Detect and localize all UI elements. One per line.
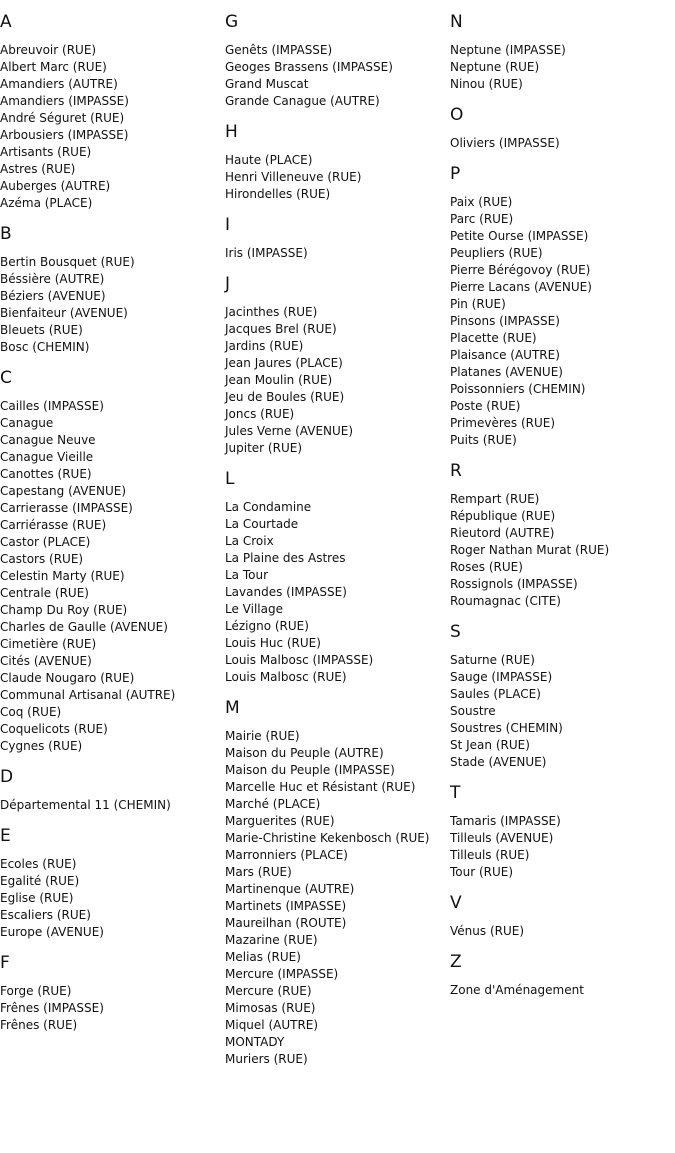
street-link[interactable]: Paix (RUE) xyxy=(450,195,513,209)
letter-section-r xyxy=(450,461,674,610)
street-list xyxy=(450,923,674,940)
street-list xyxy=(450,42,674,93)
letter-heading: G xyxy=(225,12,239,32)
letter-heading: T xyxy=(450,783,461,803)
street-link[interactable]: Stade (AVENUE) xyxy=(450,755,547,769)
street-link[interactable]: Jules Verne (AVENUE) xyxy=(225,424,354,438)
street-link[interactable]: Europe (AVENUE) xyxy=(0,925,104,939)
street-link[interactable]: Castor (PLACE) xyxy=(0,535,91,549)
street-list xyxy=(0,254,224,356)
street-link[interactable]: La Condamine xyxy=(225,500,312,514)
street-link[interactable]: Pin (RUE) xyxy=(450,297,506,311)
street-link[interactable]: Cimetière (RUE) xyxy=(0,637,97,651)
street-list xyxy=(450,135,674,152)
street-link[interactable]: Le Village xyxy=(225,602,283,616)
street-link[interactable]: Pinsons (IMPASSE) xyxy=(450,314,560,328)
street-link[interactable]: Louis Malbosc (IMPASSE) xyxy=(225,653,374,667)
letter-section-m xyxy=(225,698,449,1068)
street-list xyxy=(450,194,674,449)
street-link[interactable]: Muriers (RUE) xyxy=(225,1052,308,1066)
street-link[interactable]: Marguerites (RUE) xyxy=(225,814,335,828)
street-list xyxy=(0,42,224,212)
street-list xyxy=(225,728,449,1068)
letter-section-z xyxy=(450,952,674,999)
letter-section-t xyxy=(450,783,674,881)
street-link[interactable]: Bosc (CHEMIN) xyxy=(0,340,90,354)
street-link[interactable]: Coq (RUE) xyxy=(0,705,62,719)
street-list xyxy=(0,797,224,814)
street-link[interactable]: République (RUE) xyxy=(450,509,556,523)
letter-heading: M xyxy=(225,698,240,718)
letter-heading: O xyxy=(450,105,464,125)
street-link[interactable]: La Tour xyxy=(225,568,269,582)
letter-heading: J xyxy=(225,274,231,294)
street-link[interactable]: Frênes (IMPASSE) xyxy=(0,1001,104,1015)
street-link[interactable]: Soustre xyxy=(450,704,496,718)
street-link[interactable]: La Courtade xyxy=(225,517,299,531)
street-link[interactable]: Cités (AVENUE) xyxy=(0,654,92,668)
street-column-1 xyxy=(0,0,224,1034)
street-link[interactable]: Marcelle Huc et Résistant (RUE) xyxy=(225,780,416,794)
street-list xyxy=(450,491,674,610)
street-link[interactable]: Albert Marc (RUE) xyxy=(0,60,107,74)
street-link[interactable]: Béziers (AVENUE) xyxy=(0,289,106,303)
letter-section-n xyxy=(450,12,674,93)
street-link[interactable]: Lavandes (IMPASSE) xyxy=(225,585,347,599)
letter-section-i xyxy=(225,215,449,262)
street-link[interactable]: Jacinthes (RUE) xyxy=(225,305,318,319)
street-link[interactable]: Mazarine (RUE) xyxy=(225,933,318,947)
letter-section-d xyxy=(0,767,224,814)
street-link[interactable]: Haute (PLACE) xyxy=(225,153,313,167)
street-link[interactable]: Mimosas (RUE) xyxy=(225,1001,316,1015)
street-link[interactable]: Canague Vieille xyxy=(0,450,94,464)
street-link[interactable]: Soustres (CHEMIN) xyxy=(450,721,563,735)
letter-heading: V xyxy=(450,893,462,913)
street-link[interactable]: Astres (RUE) xyxy=(0,162,76,176)
street-link[interactable]: Canottes (RUE) xyxy=(0,467,92,481)
street-list xyxy=(450,652,674,771)
street-link[interactable]: Abreuvoir (RUE) xyxy=(0,43,97,57)
street-link[interactable]: Champ Du Roy (RUE) xyxy=(0,603,128,617)
street-list xyxy=(225,42,449,110)
street-link[interactable]: Egalité (RUE) xyxy=(0,874,80,888)
street-link[interactable]: Communal Artisanal (AUTRE) xyxy=(0,688,176,702)
letter-heading: E xyxy=(0,826,11,846)
street-link[interactable]: Béssière (AUTRE) xyxy=(0,272,105,286)
street-link[interactable]: Saules (PLACE) xyxy=(450,687,541,701)
letter-section-l xyxy=(225,469,449,686)
street-link[interactable]: Roger Nathan Murat (RUE) xyxy=(450,543,610,557)
letter-section-v xyxy=(450,893,674,940)
street-link[interactable]: Bleuets (RUE) xyxy=(0,323,83,337)
street-link[interactable]: Départemental 11 (CHEMIN) xyxy=(0,798,171,812)
letter-heading: F xyxy=(0,953,10,973)
street-link[interactable]: Carriérasse (RUE) xyxy=(0,518,107,532)
street-list xyxy=(225,499,449,686)
street-list xyxy=(0,856,224,941)
street-link[interactable]: Vénus (RUE) xyxy=(450,924,525,938)
street-list xyxy=(225,304,449,457)
street-link[interactable]: Jeu de Boules (RUE) xyxy=(225,390,345,404)
street-link[interactable]: André Séguret (RUE) xyxy=(0,111,125,125)
street-link[interactable]: Tamaris (IMPASSE) xyxy=(450,814,561,828)
street-link[interactable]: Poste (RUE) xyxy=(450,399,521,413)
street-link[interactable]: Roses (RUE) xyxy=(450,560,523,574)
street-link[interactable]: Jardins (RUE) xyxy=(225,339,304,353)
street-column-2 xyxy=(225,0,449,1068)
street-link[interactable]: Celestin Marty (RUE) xyxy=(0,569,125,583)
letter-section-e xyxy=(0,826,224,941)
street-link[interactable]: Melias (RUE) xyxy=(225,950,301,964)
street-link[interactable]: Maison du Peuple (IMPASSE) xyxy=(225,763,395,777)
street-link[interactable]: Mercure (RUE) xyxy=(225,984,312,998)
letter-heading: C xyxy=(0,368,12,388)
street-link[interactable]: Rieutord (AUTRE) xyxy=(450,526,555,540)
street-link[interactable]: Louis Malbosc (RUE) xyxy=(225,670,347,684)
street-link[interactable]: Grand Muscat xyxy=(225,77,309,91)
street-link[interactable]: Peupliers (RUE) xyxy=(450,246,543,260)
street-link[interactable]: Puits (RUE) xyxy=(450,433,517,447)
street-link[interactable]: Azéma (PLACE) xyxy=(0,196,93,210)
street-link[interactable]: Sauge (IMPASSE) xyxy=(450,670,553,684)
street-link[interactable]: Carrierasse (IMPASSE) xyxy=(0,501,133,515)
street-link[interactable]: Frênes (RUE) xyxy=(0,1018,78,1032)
street-link[interactable]: Jacques Brel (RUE) xyxy=(225,322,337,336)
street-link[interactable]: Bienfaiteur (AVENUE) xyxy=(0,306,128,320)
letter-section-o xyxy=(450,105,674,152)
street-link[interactable]: Geoges Brassens (IMPASSE) xyxy=(225,60,393,74)
street-link[interactable]: Maureilhan (ROUTE) xyxy=(225,916,347,930)
street-list xyxy=(225,152,449,203)
street-link[interactable]: Primevères (RUE) xyxy=(450,416,556,430)
street-link[interactable]: Neptune (RUE) xyxy=(450,60,540,74)
street-link[interactable]: Marronniers (PLACE) xyxy=(225,848,348,862)
letter-section-s xyxy=(450,622,674,771)
street-link[interactable]: Artisants (RUE) xyxy=(0,145,92,159)
street-link[interactable]: Tour (RUE) xyxy=(450,865,514,879)
street-link[interactable]: Arbousiers (IMPASSE) xyxy=(0,128,129,142)
letter-section-g xyxy=(225,12,449,110)
street-link[interactable]: Escaliers (RUE) xyxy=(0,908,91,922)
street-link[interactable]: La Croix xyxy=(225,534,274,548)
letter-section-p xyxy=(450,164,674,449)
street-link[interactable]: Genêts (IMPASSE) xyxy=(225,43,333,57)
street-list xyxy=(0,398,224,755)
street-link[interactable]: Petite Ourse (IMPASSE) xyxy=(450,229,589,243)
street-link[interactable]: Mars (RUE) xyxy=(225,865,292,879)
letter-section-a xyxy=(0,12,224,212)
street-link[interactable]: Grande Canague (AUTRE) xyxy=(225,94,380,108)
street-link[interactable]: Saturne (RUE) xyxy=(450,653,535,667)
street-link[interactable]: Mairie (RUE) xyxy=(225,729,300,743)
street-link[interactable]: Martinets (IMPASSE) xyxy=(225,899,347,913)
street-link[interactable]: Hirondelles (RUE) xyxy=(225,187,331,201)
street-link[interactable]: Bertin Bousquet (RUE) xyxy=(0,255,135,269)
street-link[interactable]: Tilleuls (RUE) xyxy=(450,848,530,862)
street-link[interactable]: Neptune (IMPASSE) xyxy=(450,43,566,57)
street-link[interactable]: Ecoles (RUE) xyxy=(0,857,77,871)
street-link[interactable]: MONTADY xyxy=(225,1035,285,1049)
street-link[interactable]: Auberges (AUTRE) xyxy=(0,179,111,193)
street-list xyxy=(450,813,674,881)
street-link[interactable]: Jean Jaures (PLACE) xyxy=(225,356,343,370)
letter-section-j xyxy=(225,274,449,457)
street-link[interactable]: Miquel (AUTRE) xyxy=(225,1018,319,1032)
letter-heading: N xyxy=(450,12,463,32)
letter-heading: S xyxy=(450,622,461,642)
street-link[interactable]: Jean Moulin (RUE) xyxy=(225,373,333,387)
street-column-3 xyxy=(450,0,674,999)
street-link[interactable]: Martinenque (AUTRE) xyxy=(225,882,355,896)
street-link[interactable]: Ninou (RUE) xyxy=(450,77,523,91)
street-link[interactable]: Poissonniers (CHEMIN) xyxy=(450,382,586,396)
letter-heading: A xyxy=(0,12,12,32)
street-link[interactable]: Capestang (AVENUE) xyxy=(0,484,127,498)
letter-section-c xyxy=(0,368,224,755)
letter-heading: P xyxy=(450,164,461,184)
street-link[interactable]: Tilleuls (AVENUE) xyxy=(450,831,554,845)
street-link[interactable]: Zone d'Aménagement xyxy=(450,983,584,997)
street-link[interactable]: Pierre Lacans (AVENUE) xyxy=(450,280,592,294)
street-link[interactable]: Jupiter (RUE) xyxy=(225,441,302,455)
street-link[interactable]: Platanes (AVENUE) xyxy=(450,365,563,379)
street-link[interactable]: Mercure (IMPASSE) xyxy=(225,967,339,981)
street-link[interactable]: Iris (IMPASSE) xyxy=(225,246,308,260)
street-link[interactable]: St Jean (RUE) xyxy=(450,738,530,752)
street-link[interactable]: Placette (RUE) xyxy=(450,331,537,345)
street-link[interactable]: La Plaine des Astres xyxy=(225,551,346,565)
street-link[interactable]: Claude Nougaro (RUE) xyxy=(0,671,135,685)
street-link[interactable]: Amandiers (IMPASSE) xyxy=(0,94,129,108)
street-link[interactable]: Marché (PLACE) xyxy=(225,797,321,811)
letter-heading: L xyxy=(225,469,235,489)
letter-heading: D xyxy=(0,767,14,787)
street-link[interactable]: Maison du Peuple (AUTRE) xyxy=(225,746,384,760)
letter-section-f xyxy=(0,953,224,1034)
letter-section-b xyxy=(0,224,224,356)
street-link[interactable]: Parc (RUE) xyxy=(450,212,514,226)
street-link[interactable]: Centrale (RUE) xyxy=(0,586,89,600)
street-link[interactable]: Castors (RUE) xyxy=(0,552,84,566)
street-list xyxy=(225,245,449,262)
street-link[interactable]: Forge (RUE) xyxy=(0,984,72,998)
letter-heading: R xyxy=(450,461,462,481)
letter-heading: H xyxy=(225,122,238,142)
street-link[interactable]: Henri Villeneuve (RUE) xyxy=(225,170,362,184)
street-link[interactable]: Joncs (RUE) xyxy=(225,407,295,421)
street-link[interactable]: Canague Neuve xyxy=(0,433,96,447)
letter-heading: B xyxy=(0,224,12,244)
street-link[interactable]: Rempart (RUE) xyxy=(450,492,540,506)
street-link[interactable]: Amandiers (AUTRE) xyxy=(0,77,118,91)
street-link[interactable]: Lézigno (RUE) xyxy=(225,619,309,633)
street-link[interactable]: Eglise (RUE) xyxy=(0,891,74,905)
letter-heading: I xyxy=(225,215,231,235)
street-list xyxy=(450,982,674,999)
street-link[interactable]: Roumagnac (CITE) xyxy=(450,594,561,608)
street-link[interactable]: Charles de Gaulle (AVENUE) xyxy=(0,620,168,634)
street-link[interactable]: Cygnes (RUE) xyxy=(0,739,83,753)
street-link[interactable]: Louis Huc (RUE) xyxy=(225,636,321,650)
letter-heading: Z xyxy=(450,952,462,972)
street-link[interactable]: Rossignols (IMPASSE) xyxy=(450,577,578,591)
street-list xyxy=(0,983,224,1034)
street-link[interactable]: Coquelicots (RUE) xyxy=(0,722,108,736)
street-link[interactable]: Pierre Bérégovoy (RUE) xyxy=(450,263,591,277)
letter-section-h xyxy=(225,122,449,203)
street-link[interactable]: Oliviers (IMPASSE) xyxy=(450,136,560,150)
street-link[interactable]: Marie-Christine Kekenbosch (RUE) xyxy=(225,831,430,845)
street-link[interactable]: Canague xyxy=(0,416,54,430)
street-link[interactable]: Cailles (IMPASSE) xyxy=(0,399,104,413)
street-link[interactable]: Plaisance (AUTRE) xyxy=(450,348,560,362)
